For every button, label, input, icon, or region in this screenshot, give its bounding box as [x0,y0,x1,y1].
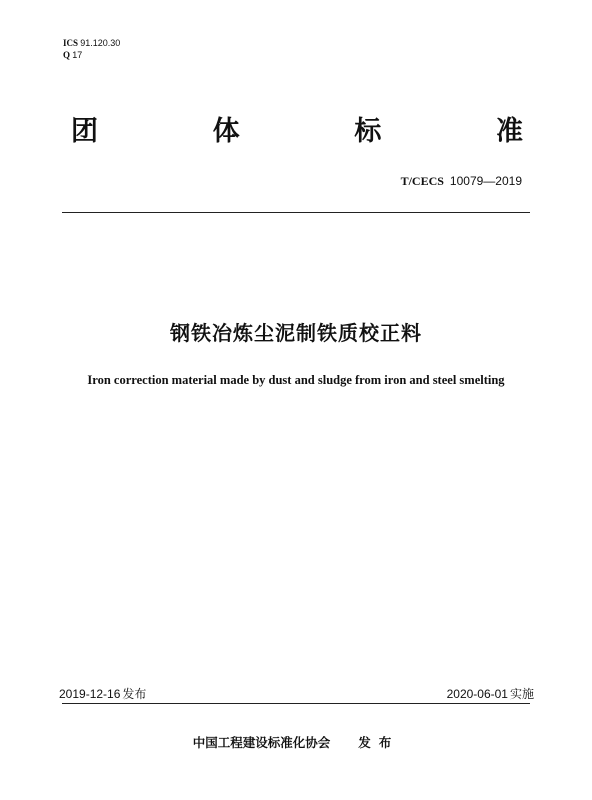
standard-type-heading [71,114,523,150]
classification-code: 17 [72,50,83,60]
publisher-line [0,734,592,752]
implementation-date-value: 2020-06-01 [446,687,508,701]
ics-label: ICS [63,38,79,48]
title-english: Iron correction material made by dust and sludge from iron and steel smelting [87,373,505,387]
issue-date-label: 发布 [122,687,147,701]
title-chinese: 钢铁冶炼尘泥制铁质校正料 [170,321,422,345]
standard-code-prefix: T/CECS [400,174,444,188]
issue-date-value: 2019-12-16 [59,687,121,701]
ics-code: 91.120.30 [80,38,121,48]
standard-type-char: 标 [354,116,382,147]
publisher-action: 发布 [358,735,400,750]
header-divider [62,212,530,213]
standard-code-number: 10079—2019 [449,174,522,188]
standard-type-char: 体 [212,116,240,147]
publisher-name: 中国工程建设标准化协会 [192,735,331,750]
classification-block [63,37,120,61]
ics-line [63,37,120,49]
standard-code [401,173,522,189]
issue-date [59,686,146,702]
standard-type-char: 准 [495,116,523,147]
implementation-date [447,686,534,702]
standard-type-char: 团 [71,116,98,147]
classification-line [63,49,120,61]
footer-divider [62,703,530,704]
classification-label: Q [63,50,71,60]
implementation-date-label: 实施 [509,687,534,701]
